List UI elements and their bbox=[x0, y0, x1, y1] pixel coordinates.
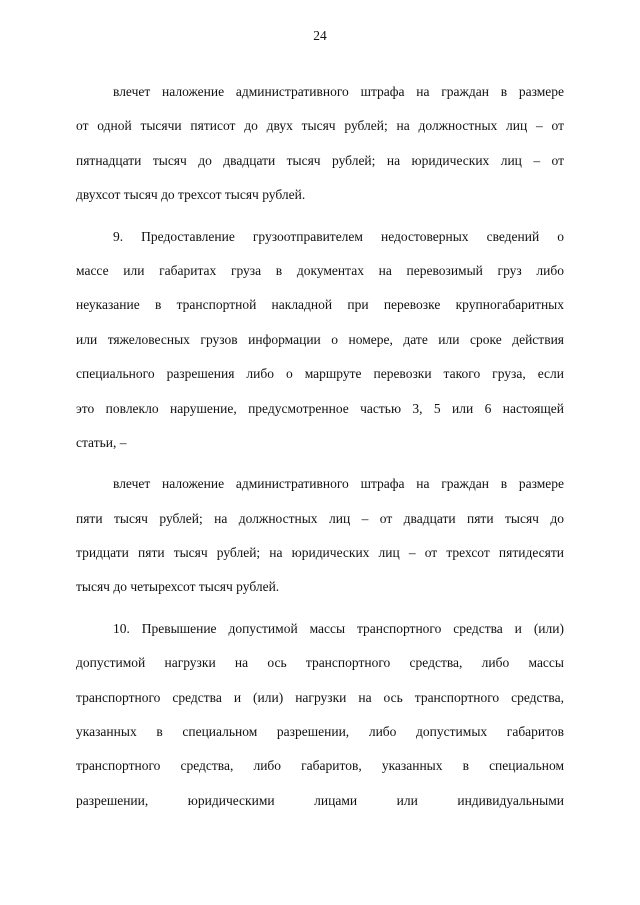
text-line: 9. Предоставление грузоотправителем недостоверных сведений о bbox=[113, 228, 564, 244]
page-number: 24 bbox=[313, 28, 327, 43]
text-line: разрешении, юридическими лицами или индивидуальными bbox=[76, 792, 564, 808]
paragraph-penalty-9 bbox=[76, 467, 564, 605]
text-line: от одной тысячи пятисот до двух тысяч рублей; на должностных лиц – от bbox=[76, 118, 564, 134]
text-line: пятнадцати тысяч до двадцати тысяч рублей; на юридических лиц – от bbox=[76, 152, 564, 168]
paragraph-item-10 bbox=[76, 612, 564, 818]
text-line: тридцати пяти тысяч рублей; на юридических лиц – от трехсот пятидесяти bbox=[76, 545, 564, 561]
text-line: влечет наложение административного штрафа на граждан в размере bbox=[113, 84, 564, 99]
text-line: или тяжеловесных грузов информации о номере, дате или сроке действия bbox=[76, 331, 564, 347]
text-line: влечет наложение административного штрафа на граждан в размере bbox=[113, 476, 564, 492]
text-line: пяти тысяч рублей; на должностных лиц – от двадцати пяти тысяч до bbox=[76, 510, 564, 526]
text-line: транспортного средства, либо габаритов, указанных в специальном bbox=[76, 758, 564, 774]
text-line: транспортного средства и (или) нагрузки на ось транспортного средства, bbox=[76, 689, 564, 705]
document-body bbox=[76, 75, 564, 818]
text-line: специального разрешения либо о маршруте перевозки такого груза, если bbox=[76, 366, 564, 382]
paragraph-item-9 bbox=[76, 220, 564, 461]
text-line: тысяч до четырехсот тысяч рублей. bbox=[76, 579, 280, 595]
text-line: указанных в специальном разрешении, либо допустимых габаритов bbox=[76, 724, 564, 740]
text-line: допустимой нагрузки на ось транспортного средства, либо массы bbox=[76, 655, 564, 671]
paragraph-penalty-8 bbox=[76, 75, 564, 213]
text-line: это повлекло нарушение, предусмотренное частью 3, 5 или 6 настоящей bbox=[76, 400, 564, 416]
text-line: массе или габаритах груза в документах на перевозимый груз либо bbox=[76, 262, 564, 278]
text-line: 10. Превышение допустимой массы транспортного средства и (или) bbox=[113, 620, 564, 636]
text-line: неуказание в транспортной накладной при перевозке крупногабаритных bbox=[76, 297, 564, 313]
text-line: статьи, – bbox=[76, 434, 127, 450]
text-line: двухсот тысяч до трехсот тысяч рублей. bbox=[76, 187, 306, 203]
